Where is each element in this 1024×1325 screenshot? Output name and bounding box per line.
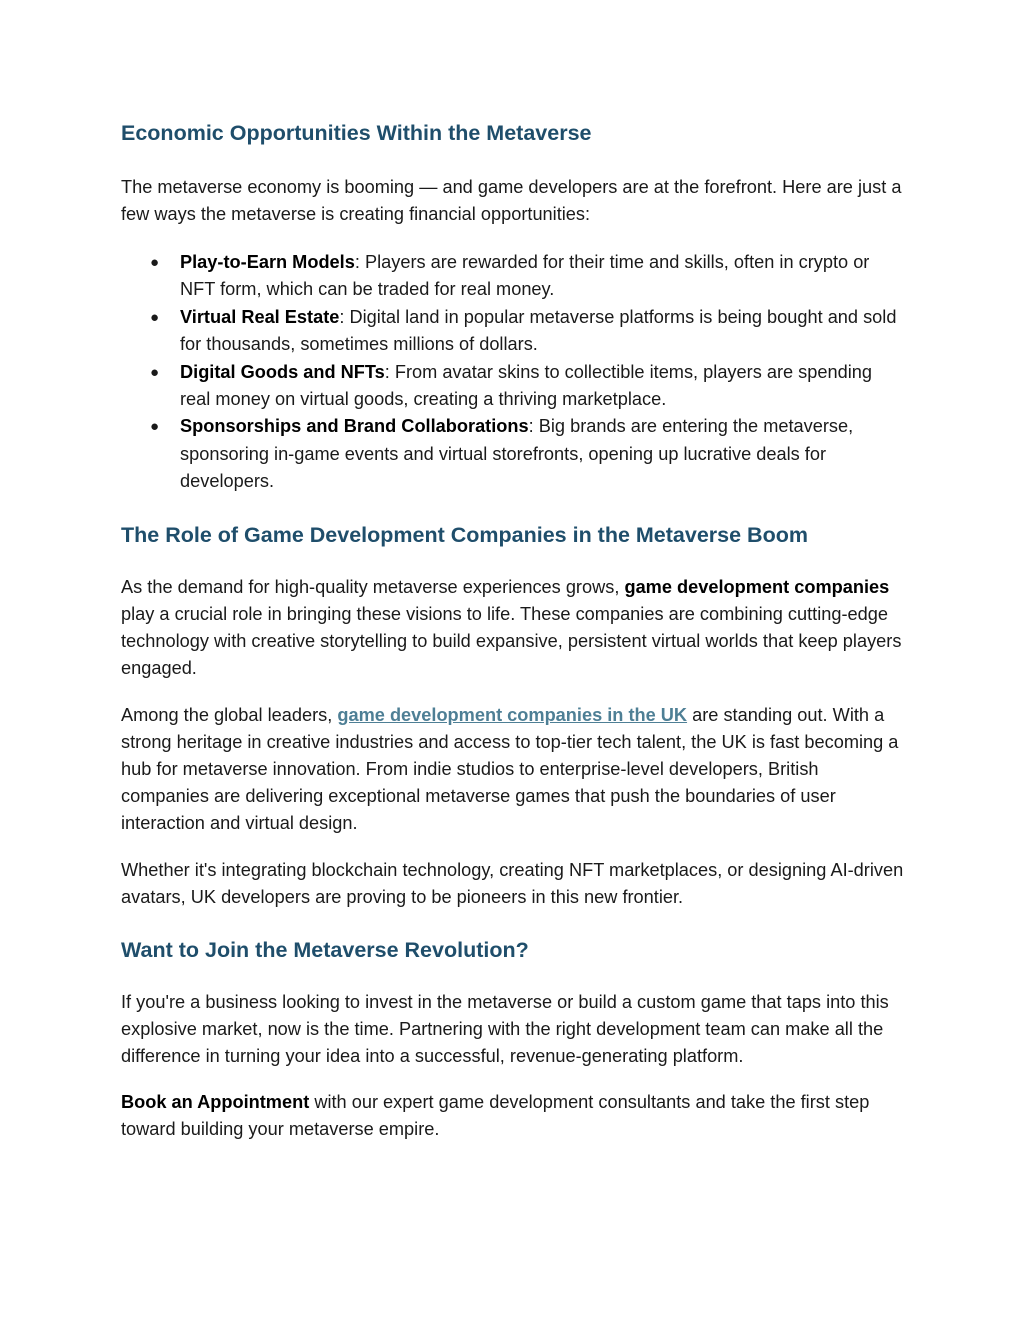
list-item-title: Digital Goods and NFTs xyxy=(180,361,385,382)
role-paragraph-1 xyxy=(121,574,904,682)
intro-paragraph: The metaverse economy is booming — and game developers are at the forefront. Here are just a few ways the metaverse is creating financial opportunities: xyxy=(121,177,902,224)
bullet-icon: ● xyxy=(150,363,160,381)
join-paragraph-2 xyxy=(121,1089,904,1143)
heading-economic-opportunities: Economic Opportunities Within the Metaverse xyxy=(121,121,592,145)
list-item-text: : Big brands are entering the metaverse, sponsoring in-game events and virtual storefronts, opening up lucrative deals for developers. xyxy=(180,416,854,492)
heading-join-revolution: Want to Join the Metaverse Revolution? xyxy=(121,937,529,962)
list-item-title: Virtual Real Estate xyxy=(180,306,340,327)
text-span: with our expert game development consultants and take the first step toward building your metaverse empire. xyxy=(121,1091,870,1139)
list-item-digital-goods xyxy=(121,359,904,414)
book-appointment-text: Book an Appointment xyxy=(121,1091,310,1112)
text-span: Among the global leaders, xyxy=(121,704,338,725)
bullet-icon: ● xyxy=(150,308,160,326)
list-item-text: : From avatar skins to collectible items, players are spending real money on virtual goods, creating a thriving marketplace. xyxy=(180,361,873,410)
heading-role-of-companies: The Role of Game Development Companies in the Metaverse Boom xyxy=(121,522,808,547)
role-paragraph-2 xyxy=(121,702,904,837)
list-item-title: Sponsorships and Brand Collaborations xyxy=(180,416,529,437)
text-span: are standing out. With a strong heritage in creative industries and access to top-tier tech talent, the UK is fast becoming a hub for metaverse innovation. From indie studios to enterprise-level developers, British companies are delivering exceptional metaverse games that push the boundaries of user interaction and virtual design. xyxy=(121,704,899,833)
list-item-text: : Players are rewarded for their time and skills, often in crypto or NFT form, which can be traded for real money. xyxy=(180,252,870,300)
join-paragraph-1: If you're a business looking to invest in the metaverse or build a custom game that taps into this explosive market, now is the time. Partnering with the right development team can make all the difference in turning your idea into a successful, revenue-generating platform. xyxy=(121,991,889,1066)
bullet-icon: ● xyxy=(150,418,160,436)
bold-text: game development companies xyxy=(624,576,890,597)
bullet-icon: ● xyxy=(150,254,160,271)
opportunities-list xyxy=(121,249,904,496)
list-item-text: : Digital land in popular metaverse platforms is being bought and sold for thousands, sometimes millions of dollars. xyxy=(180,306,897,355)
list-item-title: Play-to-Earn Models xyxy=(180,252,355,272)
text-span: play a crucial role in bringing these visions to life. These companies are combining cutting-edge technology with creative storytelling to build expansive, persistent virtual worlds that keep players engaged. xyxy=(121,603,902,678)
list-item-virtual-real-estate xyxy=(121,304,904,359)
role-paragraph-3: Whether it's integrating blockchain technology, creating NFT marketplaces, or designing AI-driven avatars, UK developers are proving to be pioneers in this new frontier. xyxy=(121,859,904,907)
uk-companies-link[interactable]: game development companies in the UK xyxy=(337,704,688,725)
text-span: As the demand for high-quality metaverse experiences grows, xyxy=(121,576,625,597)
list-item-play-to-earn xyxy=(121,249,904,304)
list-item-sponsorships xyxy=(121,413,904,495)
